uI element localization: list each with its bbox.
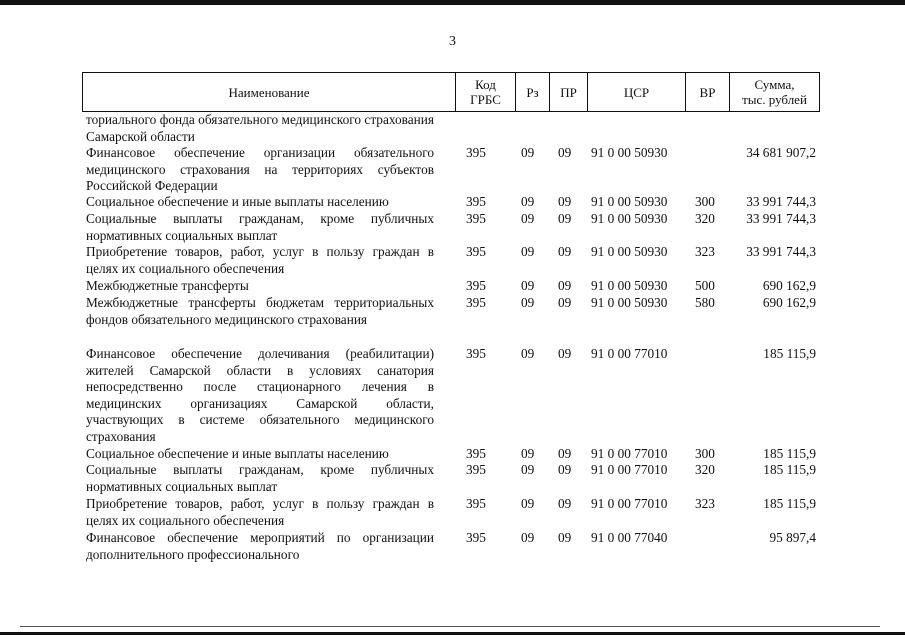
row-sum: 185 115,9 xyxy=(763,496,816,511)
row-vr: 580 xyxy=(695,295,715,310)
row-kod: 395 xyxy=(466,496,486,511)
row-name: Межбюджетные трансферты xyxy=(86,278,249,293)
row-rz: 09 xyxy=(521,295,535,310)
row-kod: 395 xyxy=(466,211,486,226)
bottom-border xyxy=(0,632,905,635)
page-number: 3 xyxy=(449,34,456,49)
row-kod: 395 xyxy=(466,194,486,209)
row-sum: 690 162,9 xyxy=(762,278,816,293)
row-kod: 395 xyxy=(466,295,486,310)
row-rz: 09 xyxy=(521,530,535,545)
row-pr: 09 xyxy=(558,446,572,461)
row-vr: 323 xyxy=(695,244,715,259)
header-rz: Рз xyxy=(515,73,549,111)
row-vr: 300 xyxy=(695,446,715,461)
row-pr: 09 xyxy=(558,145,572,160)
row-pr: 09 xyxy=(558,194,572,209)
row-pr: 09 xyxy=(558,244,572,259)
header-name: Наименование xyxy=(228,84,310,100)
row-vr: 323 xyxy=(695,496,715,511)
row-name: Социальные выплаты гражданам, кроме публичных нормативных социальных выплат xyxy=(86,211,434,243)
table-header xyxy=(82,72,820,112)
header-kod xyxy=(455,73,515,111)
bottom-thin-rule xyxy=(20,626,880,627)
row-pr: 09 xyxy=(558,211,572,226)
row-pr: 09 xyxy=(558,278,572,293)
row-sum: 95 897,4 xyxy=(769,530,816,545)
row-kod: 395 xyxy=(466,346,486,361)
row-name: Социальные выплаты гражданам, кроме публичных нормативных социальных выплат xyxy=(86,462,434,494)
header-csr: ЦСР xyxy=(587,73,685,111)
row-rz: 09 xyxy=(521,145,535,160)
row-rz: 09 xyxy=(521,278,535,293)
row-rz: 09 xyxy=(521,346,535,361)
header-kod-line1: Код xyxy=(475,77,496,92)
row-name: Социальное обеспечение и иные выплаты населению xyxy=(86,446,389,461)
row-rz: 09 xyxy=(521,194,535,209)
row-csr: 91 0 00 77040 xyxy=(591,530,668,545)
row-csr: 91 0 00 50930 xyxy=(591,278,668,293)
row-kod: 395 xyxy=(466,244,486,259)
row-kod: 395 xyxy=(466,446,486,461)
row-csr: 91 0 00 50930 xyxy=(591,295,668,310)
row-vr: 320 xyxy=(695,211,715,226)
row-vr: 300 xyxy=(695,194,715,209)
row-pr: 09 xyxy=(558,530,572,545)
row-rz: 09 xyxy=(521,211,535,226)
row-name: ториального фонда обязательного медицинского страхования Самарской области xyxy=(86,112,434,144)
row-name: Приобретение товаров, работ, услуг в пользу граждан в целях их социального обеспечения xyxy=(86,244,434,276)
row-rz: 09 xyxy=(521,462,535,477)
header-sum-line1: Сумма, xyxy=(754,77,795,92)
row-vr: 500 xyxy=(695,278,715,293)
row-kod: 395 xyxy=(466,530,486,545)
row-kod: 395 xyxy=(466,462,486,477)
row-csr: 91 0 00 50930 xyxy=(591,194,668,209)
row-sum: 33 991 744,3 xyxy=(746,211,816,226)
header-vr: ВР xyxy=(685,73,729,111)
row-csr: 91 0 00 77010 xyxy=(591,462,668,477)
row-rz: 09 xyxy=(521,446,535,461)
row-sum: 34 681 907,2 xyxy=(746,145,816,160)
row-kod: 395 xyxy=(466,278,486,293)
row-sum: 33 991 744,3 xyxy=(746,194,816,209)
header-sum-line2: тыс. рублей xyxy=(742,92,807,107)
row-csr: 91 0 00 77010 xyxy=(591,446,668,461)
row-sum: 185 115,9 xyxy=(763,446,816,461)
row-rz: 09 xyxy=(521,244,535,259)
row-sum: 33 991 744,3 xyxy=(746,244,816,259)
row-name: Приобретение товаров, работ, услуг в пользу граждан в целях их социального обеспечения xyxy=(86,496,434,528)
row-pr: 09 xyxy=(558,295,572,310)
row-csr: 91 0 00 77010 xyxy=(591,496,668,511)
row-sum: 690 162,9 xyxy=(762,295,816,310)
row-kod: 395 xyxy=(466,145,486,160)
header-sum xyxy=(729,73,819,111)
row-csr: 91 0 00 50930 xyxy=(591,244,668,259)
row-vr: 320 xyxy=(695,462,715,477)
row-csr: 91 0 00 50930 xyxy=(591,145,668,160)
row-rz: 09 xyxy=(521,496,535,511)
row-name: Финансовое обеспечение мероприятий по организации дополнительного профессионального xyxy=(86,530,434,562)
header-pr: ПР xyxy=(549,73,587,111)
top-border xyxy=(0,0,905,5)
row-csr: 91 0 00 77010 xyxy=(591,346,668,361)
row-pr: 09 xyxy=(558,462,572,477)
row-sum: 185 115,9 xyxy=(763,346,816,361)
header-kod-line2: ГРБС xyxy=(470,92,501,107)
row-csr: 91 0 00 50930 xyxy=(591,211,668,226)
row-sum: 185 115,9 xyxy=(763,462,816,477)
row-name: Финансовое обеспечение долечивания (реабилитации) жителей Самарской области в условиях санатория непосредственно после стационарного лечения в медицинских организациях Самарской области, участвующих в системе обязательного медицинского страхования xyxy=(86,346,434,444)
row-name: Финансовое обеспечение организации обязательного медицинского страхования на территориях субъектов Российской Федерации xyxy=(86,145,434,193)
row-pr: 09 xyxy=(558,496,572,511)
row-name: Социальное обеспечение и иные выплаты населению xyxy=(86,194,389,209)
row-name: Межбюджетные трансферты бюджетам территориальных фондов обязательного медицинского страхования xyxy=(86,295,434,327)
row-pr: 09 xyxy=(558,346,572,361)
